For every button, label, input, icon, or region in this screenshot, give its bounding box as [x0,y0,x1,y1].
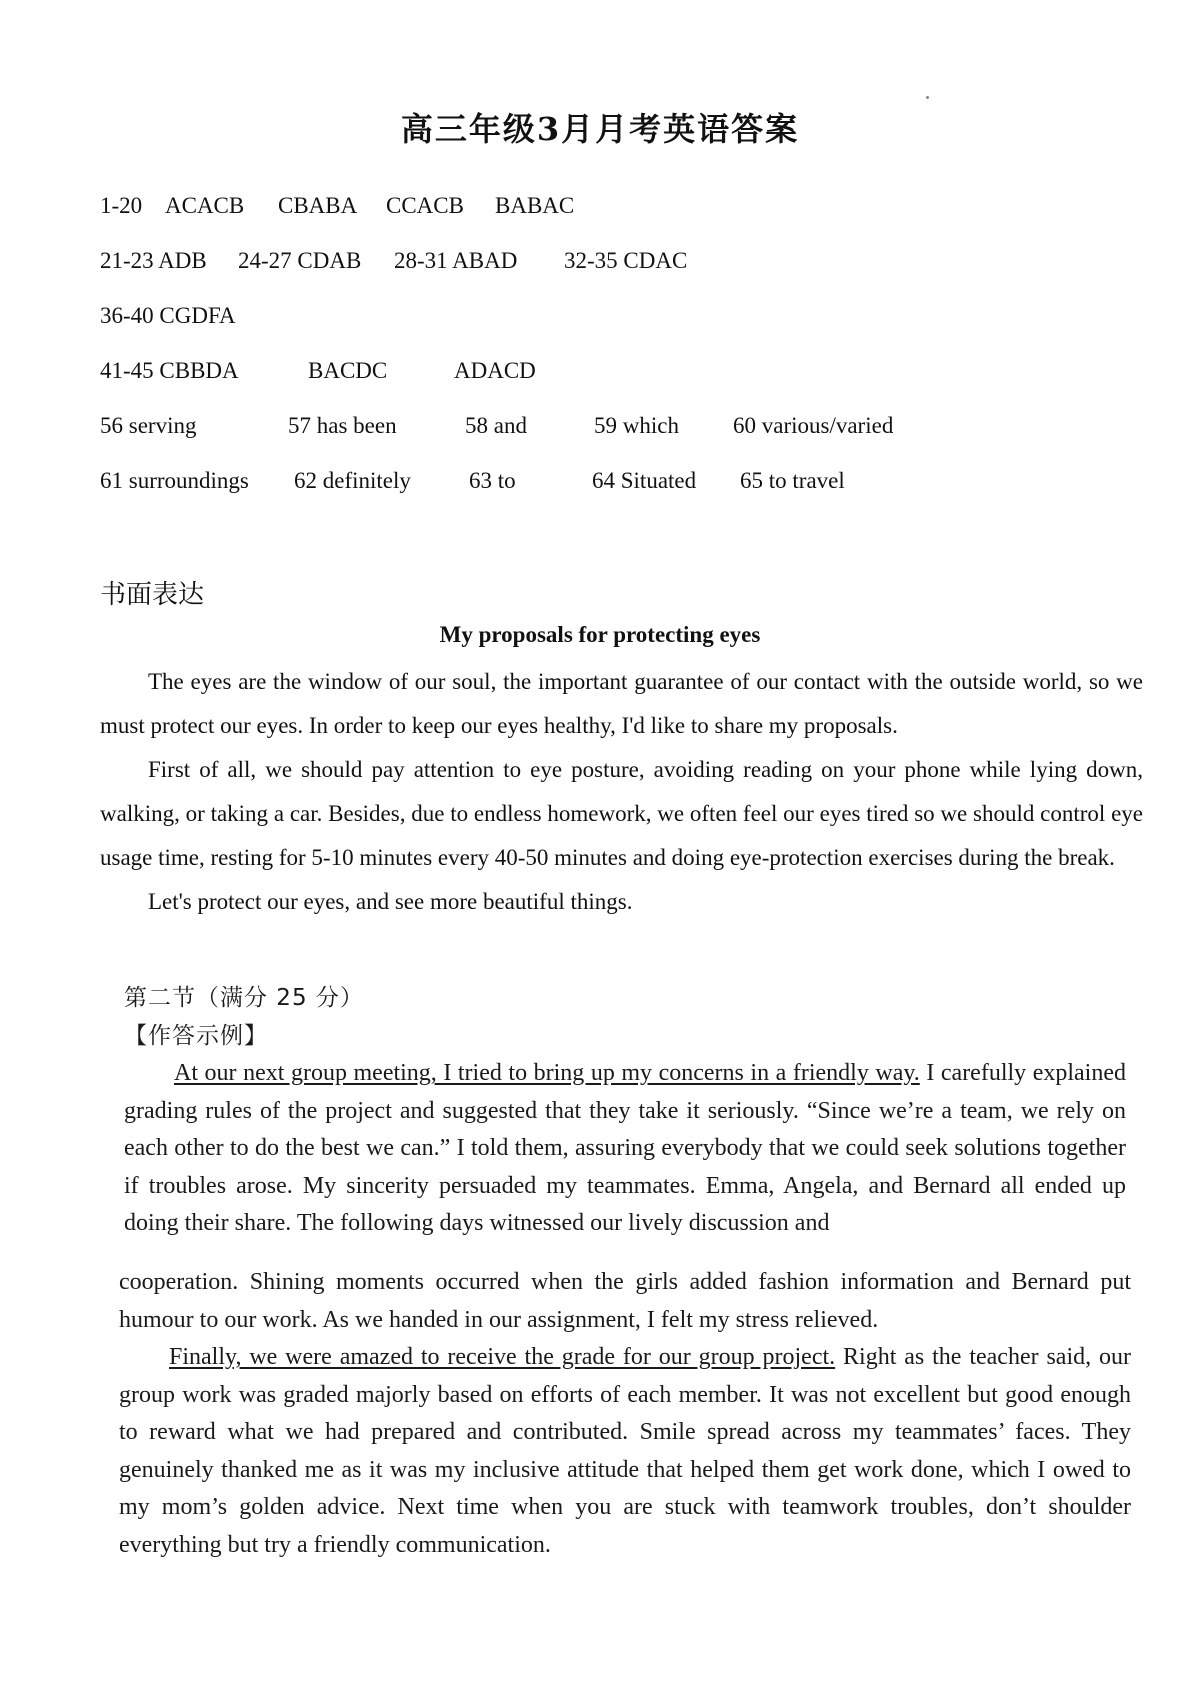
answer-group: ACACB [165,193,245,218]
answer-item: 60 various/varied [733,413,894,438]
sample-paragraph-1 [124,1055,1126,1243]
answer-item: 59 which [594,413,679,438]
section2-block [124,980,1126,1243]
section2-continued [119,1264,1131,1564]
sample-paragraph-2 [119,1339,1131,1564]
answer-item: 61 surroundings [100,468,249,493]
answer-group: CBABA [278,193,358,218]
answer-group: 28-31 ABAD [394,248,518,273]
answer-group: BACDC [308,358,388,383]
answer-group: 21-23 ADB [100,248,207,273]
page-title: 高三年级3月月考英语答案 [400,110,800,148]
answer-group: CCACB [386,193,464,218]
answer-group: 24-27 CDAB [238,248,362,273]
essay-paragraph: The eyes are the window of our soul, the important guarantee of our contact with the outside world, so we must protect our eyes. In order to keep our eyes healthy, I'd like to share my proposals. [100,669,1143,738]
section2-heading: 第二节（满分 25 分） [124,985,364,1011]
answer-group: ADACD [454,358,536,383]
essay-paragraph: First of all, we should pay attention to eye posture, avoiding reading on your phone while lying down, walking, or taking a car. Besides, due to endless homework, we often feel our eyes tired so we should control eye usage time, resting for 5-10 minutes every 40-50 minutes and doing eye-protection exercises during the break. [100,757,1143,870]
answer-group: 32-35 CDAC [564,248,688,273]
answer-item: 63 to [469,468,516,493]
answer-item: 57 has been [288,413,397,438]
answer-item: 62 definitely [294,468,411,493]
paragraph-text: I carefully explained grading rules of the project and suggested that they take it seriously. “Since we’re a team, we rely on each other to do the best we can.” I told them, assuring everybody that we could seek solutions together if troubles arose. My sincerity persuaded my teammates. Emma, Angela, and Bernard all ended up doing their share. The following days witnessed our lively discussion and [124,1060,1126,1236]
sample-answer-label: 【作答示例】 [124,1022,268,1049]
answer-item: 56 serving [100,413,197,438]
sample-paragraph-1-continued: cooperation. Shining moments occurred when the girls added fashion information and Bernard put humour to our work. As we handed in our assignment, I felt my stress relieved. [119,1269,1131,1333]
answer-group: 36-40 CGDFA [100,303,236,328]
answer-item: 64 Situated [592,468,697,493]
essay-title: My proposals for protecting eyes [439,622,761,647]
answer-item: 65 to travel [740,468,845,493]
answer-item: 58 and [465,413,527,438]
answer-group: 41-45 CBBDA [100,358,239,383]
answer-group: BABAC [495,193,575,218]
essay-body [100,660,1143,924]
answer-range: 1-20 [100,193,143,218]
writing-section-heading: 书面表达 [100,580,205,610]
underlined-opening-sentence: At our next group meeting, I tried to bring up my concerns in a friendly way. [174,1060,920,1086]
paragraph-text: Right as the teacher said, our group work was graded majorly based on efforts of each member. It was not excellent but good enough to reward what we had prepared and contributed. Smile spread across my teammates’ faces. They genuinely thanked me as it was my inclusive attitude that helped them get work done, which I owed to my mom’s golden advice. Next time when you are stuck with teamwork troubles, don’t shoulder everything but try a friendly communication. [119,1344,1132,1558]
scan-speck [926,96,929,99]
essay-paragraph: Let's protect our eyes, and see more beautiful things. [148,889,633,914]
underlined-opening-sentence: Finally, we were amazed to receive the grade for our group project. [169,1344,836,1370]
